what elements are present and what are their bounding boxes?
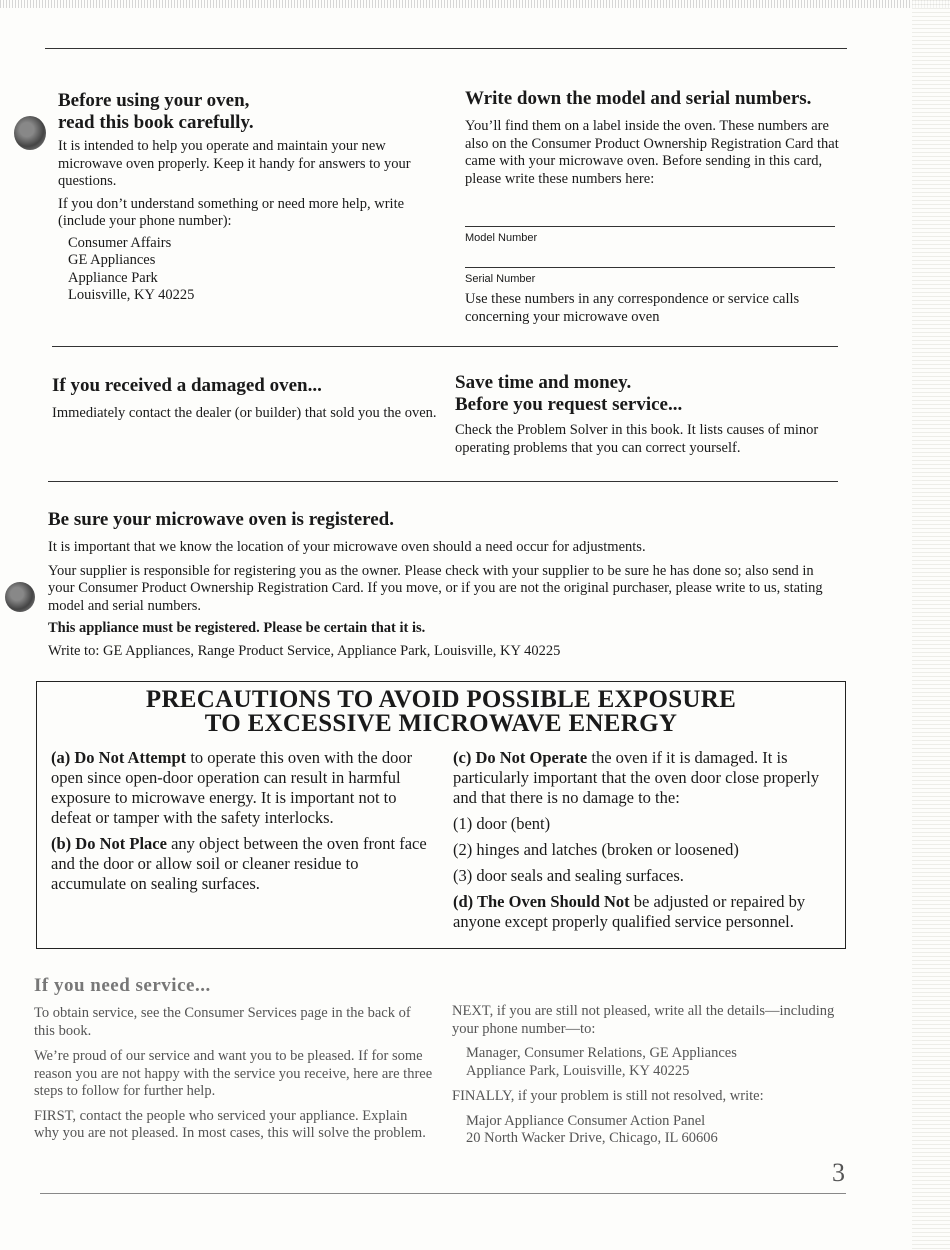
bullet-dot-icon [14,116,46,150]
serial-number-label: Serial Number [465,273,536,285]
save-time-heading-2: Before you request service... [455,394,683,415]
damaged-para: Immediately contact the dealer (or builder) that sold you the oven. [52,405,437,421]
precaution-a [51,748,431,828]
scan-right-edge [912,0,950,1250]
address-line: 20 North Wacker Drive, Chicago, IL 60606 [466,1130,718,1146]
service-para-2: We’re proud of our service and want you to be pleased. If for some reason you are not happy with the service you receive, here are three steps to follow for further help. [34,1048,433,1099]
service-heading: If you need service... [34,975,211,996]
before-using-para-2: If you don’t understand something or need more help, write (include your phone number): [58,195,405,229]
model-serial-para: You’ll find them on a label inside the oven. These numbers are also on the Consumer Product Ownership Registration Card that came with your microwave oven. Before sending in this card, please write these numbers here: [465,118,839,187]
registered-note: This appliance must be registered. Please be certain that it is. [48,620,426,636]
before-using-para-1: It is intended to help you operate and maintain your new microwave oven properly. Keep it handy for answers to your questions. [58,138,411,189]
serial-number-line [465,267,835,268]
top-rule [45,48,847,49]
precautions-title-line-2: TO EXCESSIVE MICROWAVE ENERGY [204,710,678,737]
precaution-b-text: any object between the oven front face and the door or allow soil or cleaner residue to accumulate on sealing surfaces. [51,834,427,893]
model-number-line [465,226,835,227]
save-time-heading-1: Save time and money. [455,372,632,393]
model-number-label: Model Number [465,232,538,244]
address-line: Manager, Consumer Relations, GE Appliances [466,1045,737,1061]
address-line: Louisville, KY 40225 [68,287,195,303]
address-line: Major Appliance Consumer Action Panel [466,1112,706,1129]
registered-para-2: Your supplier is responsible for registering you as the owner. Please check with your supplier to be sure he has done so; also send in your Consumer Product Ownership Registration Card. If you move, or if you are not the original purchaser, please write to us, stating model and serial numbers. [48,562,823,614]
precautions-left-column [51,748,431,900]
consumer-relations-address [452,1045,842,1080]
precaution-c-item: (1) door (bent) [453,814,551,833]
save-time-section [455,372,840,457]
registered-section [48,509,838,660]
registered-para-1: It is important that we know the location of your microwave oven should a need occur for adjustments. [48,539,646,555]
before-using-section [58,90,438,305]
address-line: Appliance Park [68,269,158,286]
model-serial-heading: Write down the model and serial numbers. [465,88,812,109]
scan-top-edge [0,0,950,8]
precaution-d-label: (d) The Oven Should Not [453,892,630,911]
consumer-affairs-address [58,235,438,305]
address-line: Consumer Affairs [68,234,172,251]
section-rule-2 [48,481,838,482]
precaution-d-text: be adjusted or repaired by anyone except properly qualified service personnel. [453,892,806,931]
service-para-3: FIRST, contact the people who serviced your appliance. Explain why you are not pleased. In most cases, this will solve the problem. [34,1107,426,1141]
action-panel-address [452,1113,842,1148]
damaged-section [52,375,437,423]
precaution-a-label: (a) Do Not Attempt [51,748,187,767]
precautions-box [36,681,846,949]
precaution-b [51,834,431,894]
damaged-heading: If you received a damaged oven... [52,375,322,396]
precautions-title [37,688,845,736]
precaution-c-item: (2) hinges and latches (broken or loosened) [453,840,739,859]
precaution-c-item: (3) door seals and sealing surfaces. [453,866,684,885]
model-serial-footer: Use these numbers in any correspondence or service calls concerning your microwave oven [465,291,800,325]
precaution-d [453,892,838,932]
address-line: GE Appliances [68,252,156,268]
bullet-dot-icon [5,582,35,612]
address-line: Appliance Park, Louisville, KY 40225 [466,1062,690,1079]
save-time-para: Check the Problem Solver in this book. It lists causes of minor operating problems that you can correct yourself. [455,422,819,456]
section-rule-1 [52,346,838,347]
model-serial-section [465,88,845,188]
before-using-heading-1: Before using your oven, [58,90,250,111]
page-number: 3 [832,1158,845,1187]
service-section-right [452,1003,842,1148]
service-finally: FINALLY, if your problem is still not resolved, write: [452,1088,764,1104]
precaution-c-label: (c) Do Not Operate [453,748,588,767]
registered-heading: Be sure your microwave oven is registered. [48,509,394,530]
precautions-title-line-1: PRECAUTIONS TO AVOID POSSIBLE EXPOSURE [145,686,737,713]
precaution-b-label: (b) Do Not Place [51,834,167,853]
precautions-right-column [453,748,838,938]
before-using-heading-2: read this book carefully. [58,112,254,133]
precaution-c-text: the oven if it is damaged. It is particularly important that the oven door close properly and that there is no damage to the: [453,748,820,807]
registered-write-to: Write to: GE Appliances, Range Product Service, Appliance Park, Louisville, KY 40225 [48,642,561,659]
service-section-left [34,975,434,1143]
bottom-rule [40,1193,846,1194]
precaution-a-text: to operate this oven with the door open since open-door operation can result in harmful exposure to microwave energy. It is important not to defeat or tamper with the safety interlocks. [51,748,413,827]
precaution-c [453,748,838,808]
service-para-1: To obtain service, see the Consumer Services page in the back of this book. [34,1005,411,1039]
service-next: NEXT, if you are still not pleased, write all the details—including your phone number—to: [452,1003,835,1037]
